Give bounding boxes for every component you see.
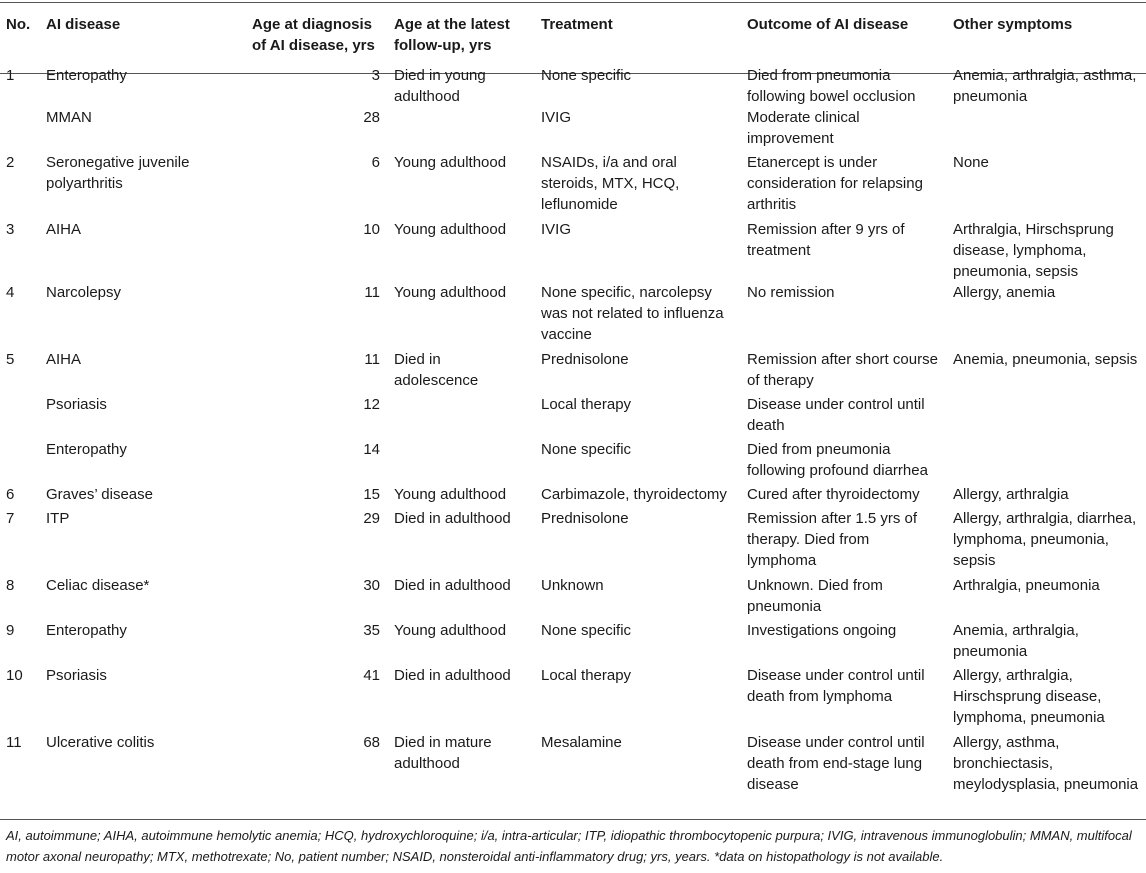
cell-treatment: Carbimazole, thyroidectomy (541, 486, 727, 503)
table-row (0, 575, 1146, 620)
cell-other-symptoms (947, 394, 1146, 439)
cell-age-follow-up (388, 439, 535, 484)
cell-outcome: Remission after short course of therapy (747, 351, 938, 389)
cell-age-diagnosis: 12 (363, 396, 380, 413)
cell-no: 4 (6, 284, 15, 301)
cell-no: 8 (6, 577, 15, 594)
cell-age-follow-up: Young adulthood (394, 622, 507, 639)
table-row (0, 107, 1146, 152)
cell-disease: AIHA (46, 351, 82, 368)
cell-treatment: None specific, narcolepsy was not related to influenza vaccine (541, 284, 724, 343)
cell-age-diagnosis: 30 (363, 577, 380, 594)
cell-no: 9 (6, 622, 15, 639)
cell-treatment: Local therapy (541, 396, 632, 413)
cell-age-follow-up (388, 394, 535, 439)
cell-disease: ITP (46, 510, 70, 527)
table-row (0, 152, 1146, 219)
header-age-follow-up: Age at the latest follow-up, yrs (394, 16, 510, 54)
cell-age-diagnosis: 10 (363, 221, 380, 238)
cell-age-follow-up: Young adulthood (394, 284, 507, 301)
cell-disease: Seronegative juvenile polyarthritis (46, 154, 190, 192)
cell-outcome: Remission after 1.5 yrs of therapy. Died from lymphoma (747, 510, 918, 569)
cell-no: 3 (6, 221, 15, 238)
table-row (0, 665, 1146, 732)
cell-other-symptoms: Allergy, arthralgia, diarrhea, lymphoma, pneumonia, sepsis (953, 510, 1137, 569)
cell-other-symptoms (947, 107, 1146, 152)
cell-age-follow-up: Died in adulthood (394, 510, 511, 527)
cell-outcome: Died from pneumonia following bowel occlusion (747, 67, 916, 105)
cell-other-symptoms: Arthralgia, Hirschsprung disease, lymphoma, pneumonia, sepsis (953, 221, 1114, 280)
cell-disease: Graves’ disease (46, 486, 153, 503)
cell-no (0, 107, 40, 152)
cell-disease: AIHA (46, 221, 82, 238)
cell-outcome: Unknown. Died from pneumonia (747, 577, 883, 615)
cell-outcome: Moderate clinical improvement (747, 109, 860, 147)
cell-other-symptoms: Allergy, asthma, bronchiectasis, meylodysplasia, pneumonia (953, 734, 1139, 793)
cell-age-diagnosis: 68 (363, 734, 380, 751)
cell-age-diagnosis: 3 (371, 67, 380, 84)
cell-no: 7 (6, 510, 15, 527)
cell-treatment: None specific (541, 67, 632, 84)
table-row (0, 394, 1146, 439)
header-no: No. (6, 16, 31, 33)
cell-outcome: Died from pneumonia following profound diarrhea (747, 441, 928, 479)
cell-age-diagnosis: 29 (363, 510, 380, 527)
cell-outcome: Cured after thyroidectomy (747, 486, 920, 503)
header-age-diagnosis: Age at diagnosis of AI disease, yrs (252, 16, 375, 54)
table-row (0, 282, 1146, 349)
bottom-rule (0, 819, 1146, 820)
cell-outcome: Disease under control until death (747, 396, 925, 434)
cell-no (0, 439, 40, 484)
table-row (0, 484, 1146, 508)
cell-treatment: NSAIDs, i/a and oral steroids, MTX, HCQ, leflunomide (541, 154, 680, 213)
cell-age-follow-up: Died in adulthood (394, 667, 511, 684)
cell-disease: Enteropathy (46, 441, 127, 458)
table-body (0, 62, 1146, 799)
cell-other-symptoms: Allergy, arthralgia, Hirschsprung disease, lymphoma, pneumonia (953, 667, 1105, 726)
cell-treatment: Unknown (541, 577, 604, 594)
cell-age-diagnosis: 15 (363, 486, 380, 503)
cell-other-symptoms (947, 439, 1146, 484)
table-row (0, 62, 1146, 107)
cell-other-symptoms: Arthralgia, pneumonia (953, 577, 1100, 594)
header-other-symptoms: Other symptoms (953, 16, 1073, 33)
cell-outcome: Disease under control until death from lymphoma (747, 667, 925, 705)
cell-disease: Enteropathy (46, 622, 127, 639)
cell-treatment: Prednisolone (541, 510, 629, 527)
table-row (0, 620, 1146, 665)
header-disease: AI disease (46, 16, 121, 33)
cell-treatment: None specific (541, 441, 632, 458)
cell-age-follow-up: Young adulthood (394, 486, 507, 503)
cell-age-follow-up: Young adulthood (394, 154, 507, 171)
cell-age-follow-up (388, 107, 535, 152)
cell-outcome: Disease under control until death from end-stage lung disease (747, 734, 925, 793)
cell-age-diagnosis: 11 (364, 284, 380, 301)
cell-disease: Ulcerative colitis (46, 734, 155, 751)
cell-disease: Enteropathy (46, 67, 127, 84)
cell-outcome: Remission after 9 yrs of treatment (747, 221, 905, 259)
cell-no (0, 394, 40, 439)
cell-disease: MMAN (46, 109, 92, 126)
table-row (0, 349, 1146, 394)
cell-age-diagnosis: 35 (363, 622, 380, 639)
cell-no: 1 (6, 67, 15, 84)
table-row (0, 732, 1146, 799)
table-row (0, 219, 1146, 282)
cell-disease: Narcolepsy (46, 284, 122, 301)
header-treatment: Treatment (541, 16, 613, 33)
cell-treatment: IVIG (541, 221, 572, 238)
cell-age-follow-up: Died in adolescence (394, 351, 479, 389)
cell-age-follow-up: Died in adulthood (394, 577, 511, 594)
table-row (0, 439, 1146, 484)
cell-age-follow-up: Young adulthood (394, 221, 507, 238)
cell-other-symptoms: Allergy, anemia (953, 284, 1056, 301)
header-row (0, 3, 1146, 62)
footnote: AI, autoimmune; AIHA, autoimmune hemolytic anemia; HCQ, hydroxychloroquine; i/a, intra-articular; ITP, idiopathic thrombocytopenic purpura; IVIG, intravenous immunoglobulin; MMAN, multifocal motor axonal neuropathy; MTX, methotrexate; No, patient number; NSAID, nonsteroidal anti-inflammatory drug; yrs, years. *data on histopathology is not available. (6, 828, 1132, 864)
cell-other-symptoms: None (953, 154, 989, 171)
cell-outcome: Investigations ongoing (747, 622, 897, 639)
table-row (0, 508, 1146, 575)
header-outcome: Outcome of AI disease (747, 16, 909, 33)
cell-treatment: Mesalamine (541, 734, 622, 751)
cell-age-diagnosis: 28 (363, 109, 380, 126)
cell-no: 10 (6, 667, 23, 684)
cell-treatment: Local therapy (541, 667, 632, 684)
cell-age-follow-up: Died in mature adulthood (394, 734, 492, 772)
cell-other-symptoms: Anemia, arthralgia, asthma, pneumonia (953, 67, 1137, 105)
cell-disease: Celiac disease* (46, 577, 150, 594)
cell-treatment: None specific (541, 622, 632, 639)
cell-age-diagnosis: 41 (363, 667, 380, 684)
cell-disease: Psoriasis (46, 396, 107, 413)
cell-treatment: Prednisolone (541, 351, 629, 368)
cell-age-diagnosis: 6 (371, 154, 380, 171)
cell-other-symptoms: Anemia, arthralgia, pneumonia (953, 622, 1079, 660)
cell-outcome: Etanercept is under consideration for relapsing arthritis (747, 154, 923, 213)
cell-other-symptoms: Allergy, arthralgia (953, 486, 1069, 503)
patient-table (0, 3, 1146, 799)
cell-other-symptoms: Anemia, pneumonia, sepsis (953, 351, 1138, 368)
cell-disease: Psoriasis (46, 667, 107, 684)
cell-treatment: IVIG (541, 109, 572, 126)
cell-no: 11 (6, 734, 22, 751)
cell-age-diagnosis: 14 (363, 441, 380, 458)
cell-outcome: No remission (747, 284, 835, 301)
cell-no: 5 (6, 351, 15, 368)
cell-age-diagnosis: 11 (364, 351, 380, 368)
cell-no: 2 (6, 154, 15, 171)
cell-age-follow-up: Died in young adulthood (394, 67, 486, 105)
cell-no: 6 (6, 486, 15, 503)
